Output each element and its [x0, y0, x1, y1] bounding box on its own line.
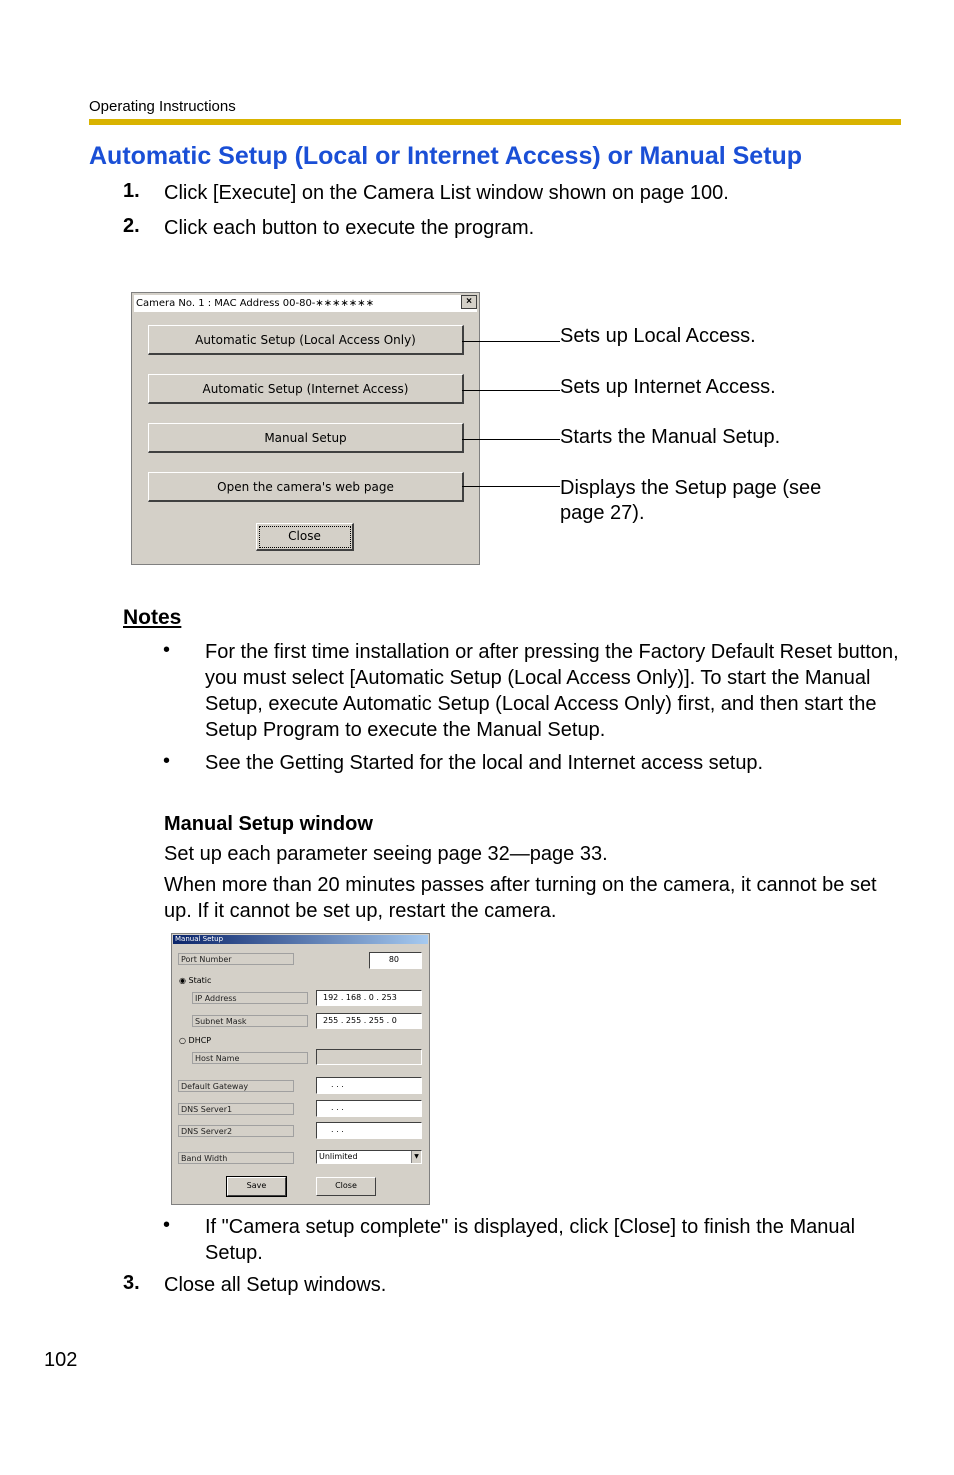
dhcp-radio[interactable]: [179, 1036, 211, 1045]
step-text-3: Close all Setup windows.: [164, 1274, 387, 1296]
dhcp-label: DHCP: [188, 1036, 212, 1045]
callout-line-internet: [462, 390, 560, 391]
callout-manual-setup: Starts the Manual Setup.: [560, 426, 781, 448]
dns-server-2-label: DNS Server2: [178, 1125, 294, 1137]
bullet-icon: •: [163, 639, 171, 661]
callout-setup-page: Displays the Setup page (see page 27).: [560, 477, 822, 524]
bullet-icon: •: [163, 750, 171, 772]
notes-heading: Notes: [123, 606, 182, 629]
host-name-label: Host Name: [192, 1052, 308, 1064]
callout-line-manual: [462, 439, 560, 440]
automatic-setup-local-button[interactable]: Automatic Setup (Local Access Only): [148, 325, 464, 355]
host-name-input[interactable]: [316, 1049, 422, 1065]
band-width-value: Unlimited: [319, 1152, 358, 1161]
default-gateway-input[interactable]: . . .: [316, 1077, 422, 1094]
step-number-1: 1.: [123, 180, 140, 202]
ip-address-label: IP Address: [192, 992, 308, 1004]
port-number-label: Port Number: [178, 953, 294, 965]
band-width-select[interactable]: [316, 1150, 422, 1164]
dns-server-1-label: DNS Server1: [178, 1103, 294, 1115]
subnet-mask-input[interactable]: 255 . 255 . 255 . 0: [316, 1013, 422, 1029]
manual-setup-heading: Manual Setup window: [164, 813, 373, 835]
dns-server-2-input[interactable]: . . .: [316, 1122, 422, 1139]
camera-dialog-title: Camera No. 1 : MAC Address 00-80-∗∗∗∗∗∗∗: [134, 295, 477, 312]
chevron-down-icon[interactable]: ▼: [411, 1151, 421, 1163]
dns-server-1-input[interactable]: . . .: [316, 1100, 422, 1117]
header-rule: [89, 119, 901, 125]
note-item-2: See the Getting Started for the local and Internet access setup.: [205, 752, 764, 774]
close-button[interactable]: Close: [316, 1177, 376, 1196]
radio-unselected-icon: ○: [179, 1036, 186, 1045]
port-number-input[interactable]: 80: [369, 952, 422, 969]
note-item-1: For the first time installation or after pressing the Factory Default Reset button, you must select [Automatic Setup (Local Access Only)]. To start the Manual Setup, execute Automatic Setup (Local Access Only) first, and then start the Setup Program to execute the Manual Setup.: [205, 641, 899, 741]
section-title: Automatic Setup (Local or Internet Access) or Manual Setup: [89, 142, 803, 170]
manual-setup-dialog-title: Manual Setup: [173, 935, 428, 944]
setup-complete-note: If "Camera setup complete" is displayed, click [Close] to finish the Manual Setup.: [205, 1216, 856, 1264]
static-label: Static: [188, 976, 212, 985]
save-button[interactable]: Save: [227, 1177, 286, 1196]
manual-setup-dialog: [171, 933, 430, 1205]
close-icon[interactable]: ×: [461, 295, 477, 309]
subnet-mask-label: Subnet Mask: [192, 1015, 308, 1027]
static-radio[interactable]: [179, 976, 211, 985]
radio-selected-icon: ◉: [179, 976, 186, 985]
band-width-label: Band Width: [178, 1152, 294, 1164]
step-text-1: Click [Execute] on the Camera List window shown on page 100.: [164, 182, 729, 204]
close-button[interactable]: Close: [256, 523, 354, 551]
step-number-2: 2.: [123, 215, 140, 237]
step-text-2: Click each button to execute the program.: [164, 217, 535, 239]
page-number: 102: [44, 1349, 78, 1371]
callout-line-local: [462, 341, 560, 342]
running-header: Operating Instructions: [89, 98, 236, 115]
manual-setup-button[interactable]: Manual Setup: [148, 423, 464, 453]
automatic-setup-internet-button[interactable]: Automatic Setup (Internet Access): [148, 374, 464, 404]
step-number-3: 3.: [123, 1272, 140, 1294]
callout-internet-access: Sets up Internet Access.: [560, 376, 776, 398]
manual-setup-para-1: Set up each parameter seeing page 32—page 33.: [164, 843, 608, 865]
bullet-icon: •: [163, 1214, 171, 1236]
callout-line-web: [462, 486, 560, 487]
ip-address-input[interactable]: 192 . 168 . 0 . 253: [316, 990, 422, 1006]
camera-setup-dialog: [131, 292, 480, 565]
manual-setup-para-2: When more than 20 minutes passes after turning on the camera, it cannot be set up. If it cannot be set up, restart the camera.: [164, 874, 877, 922]
open-web-page-button[interactable]: Open the camera's web page: [148, 472, 464, 502]
callout-local-access: Sets up Local Access.: [560, 325, 756, 347]
default-gateway-label: Default Gateway: [178, 1080, 294, 1092]
